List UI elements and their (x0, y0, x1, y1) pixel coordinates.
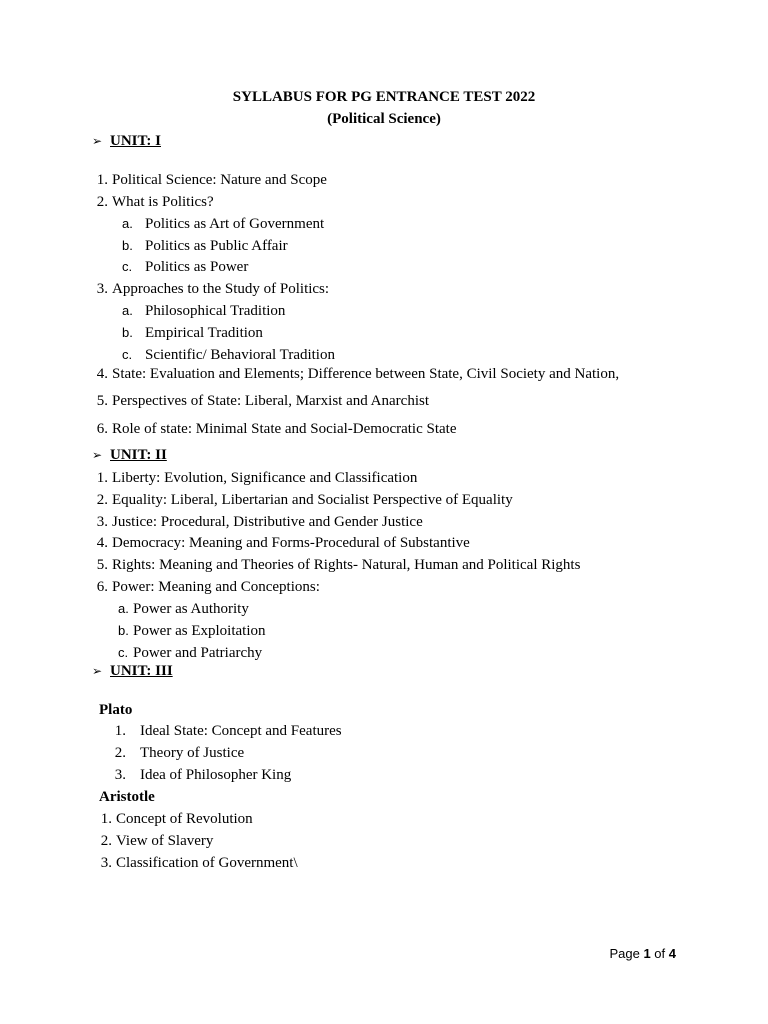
document-title: SYLLABUS FOR PG ENTRANCE TEST 2022 (232, 89, 536, 105)
unit-heading-text: UNIT: II (110, 447, 167, 463)
item-text: Concept of Revolution (116, 811, 253, 827)
item-text: View of Slavery (116, 833, 214, 849)
item-letter: b. (118, 623, 129, 638)
item-text: Equality: Liberal, Libertarian and Socialist Perspective of Equality (112, 492, 513, 508)
item-text: Role of state: Minimal State and Social-Democratic State (112, 421, 457, 437)
item-number: 3. (96, 281, 108, 297)
item-text: State: Evaluation and Elements; Difference between State, Civil Society and Nation, (112, 366, 620, 382)
list-subitem (122, 215, 324, 233)
page-current: 1 (643, 946, 651, 961)
item-text: Justice: Procedural, Distributive and Gender Justice (112, 514, 423, 530)
item-text: Politics as Power (145, 259, 249, 275)
item-text: Approaches to the Study of Politics: (112, 281, 330, 297)
item-text: Idea of Philosopher King (140, 767, 292, 783)
item-text: Rights: Meaning and Theories of Rights- Natural, Human and Political Rights (112, 557, 581, 573)
list-subitem (122, 302, 285, 320)
unit-heading-text: UNIT: III (110, 663, 173, 679)
item-letter: b. (122, 325, 133, 340)
item-text: Power as Authority (133, 601, 249, 617)
arrow-bullet-icon: ➢ (92, 134, 103, 148)
item-text: Democracy: Meaning and Forms-Procedural of Substantive (112, 535, 470, 551)
list-item (92, 365, 619, 383)
item-number: 1. (100, 811, 112, 827)
item-text: Politics as Art of Government (145, 216, 325, 232)
item-text: Power and Patriarchy (133, 645, 263, 661)
list-item (96, 832, 213, 850)
item-text: Political Science: Nature and Scope (112, 172, 327, 188)
list-item (92, 513, 423, 531)
list-item (96, 854, 298, 872)
page-total: 4 (668, 946, 676, 961)
list-item (92, 280, 329, 298)
item-number: 6. (96, 579, 108, 595)
item-letter: a. (118, 601, 129, 616)
item-number: 1. (96, 172, 108, 188)
list-subitem (118, 644, 262, 662)
list-subitem (118, 622, 265, 640)
plato-heading: Plato (99, 702, 133, 718)
item-letter: a. (122, 216, 133, 231)
item-number: 4. (96, 366, 108, 382)
item-text: Philosophical Tradition (145, 303, 286, 319)
list-item (92, 578, 320, 596)
item-text: Power as Exploitation (133, 623, 266, 639)
item-number: 3. (100, 855, 112, 871)
item-letter: a. (122, 303, 133, 318)
arrow-bullet-icon: ➢ (92, 448, 103, 462)
document-subtitle: (Political Science) (327, 111, 441, 127)
item-text: Scientific/ Behavioral Tradition (145, 347, 335, 363)
unit-1-heading (92, 132, 161, 150)
item-number: 1. (96, 470, 108, 486)
list-item (112, 766, 291, 784)
list-item (92, 193, 214, 211)
list-item (92, 469, 417, 487)
item-number: 2. (114, 745, 126, 761)
list-item (92, 171, 327, 189)
list-item (112, 744, 244, 762)
item-letter: c. (122, 259, 133, 274)
list-item (92, 534, 470, 552)
list-subitem (122, 346, 335, 364)
item-number: 4. (96, 535, 108, 551)
item-text: Theory of Justice (140, 745, 245, 761)
unit-3-heading (92, 662, 173, 680)
page-number (609, 946, 676, 961)
list-item (96, 810, 253, 828)
item-text: Perspectives of State: Liberal, Marxist and Anarchist (112, 393, 429, 409)
item-number: 5. (96, 557, 108, 573)
item-number: 2. (96, 492, 108, 508)
item-text: Politics as Public Affair (145, 238, 288, 254)
list-item (112, 722, 342, 740)
list-subitem (118, 600, 249, 618)
aristotle-heading: Aristotle (99, 789, 155, 805)
list-item (92, 556, 580, 574)
unit-2-heading (92, 446, 167, 464)
item-number: 3. (96, 514, 108, 530)
page-of: of (650, 946, 669, 961)
item-number: 6. (96, 421, 108, 437)
list-subitem (122, 324, 263, 342)
item-number: 1. (114, 723, 126, 739)
list-subitem (122, 237, 288, 255)
unit-heading-text: UNIT: I (110, 133, 161, 149)
item-number: 2. (100, 833, 112, 849)
item-letter: c. (118, 645, 129, 660)
arrow-bullet-icon: ➢ (92, 664, 103, 678)
item-number: 5. (96, 393, 108, 409)
item-text: Power: Meaning and Conceptions: (112, 579, 320, 595)
page-prefix: Page (609, 946, 644, 961)
list-item (92, 392, 429, 410)
item-text: Liberty: Evolution, Significance and Classification (112, 470, 418, 486)
item-text: Empirical Tradition (145, 325, 263, 341)
item-text: Classification of Government\ (116, 855, 298, 871)
list-subitem (122, 258, 248, 276)
item-letter: c. (122, 347, 133, 362)
item-text: What is Politics? (112, 194, 214, 210)
list-item (92, 420, 457, 438)
item-number: 2. (96, 194, 108, 210)
item-number: 3. (114, 767, 126, 783)
list-item (92, 491, 513, 509)
item-text: Ideal State: Concept and Features (140, 723, 342, 739)
item-letter: b. (122, 238, 133, 253)
